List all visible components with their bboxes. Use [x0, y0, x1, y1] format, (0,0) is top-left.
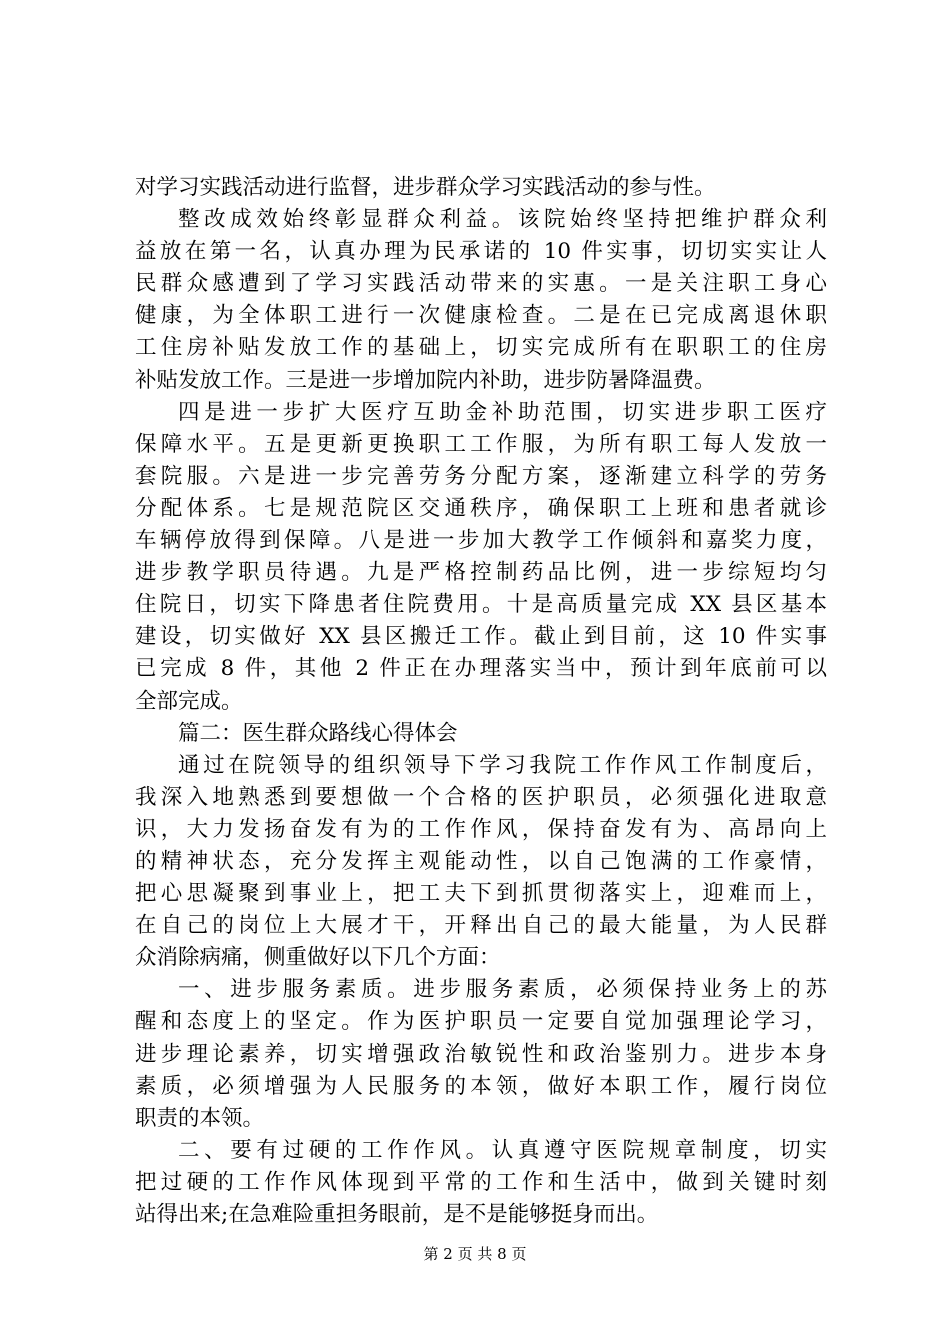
text-line: 进步教学职员待遇。九是严格控制药品比例，进一步综短均匀	[135, 560, 827, 586]
text-line: 通过在院领导的组织领导下学习我院工作作风工作制度后，	[178, 752, 827, 778]
text-line: 职责的本领。	[135, 1105, 265, 1131]
text-line: 的精神状态，充分发挥主观能动性，以自己饱满的工作豪情，	[135, 848, 827, 874]
text-line: 素质，必须增强为人民服务的本领，做好本职工作，履行岗位	[135, 1073, 827, 1099]
text-line: 一、进步服务素质。进步服务素质，必须保持业务上的苏	[178, 977, 827, 1003]
text-line: 在自己的岗位上大展才干，开释出自己的最大能量，为人民群	[135, 913, 827, 939]
text-line: 整改成效始终彰显群众利益。该院始终坚持把维护群众利	[178, 207, 827, 233]
text-line: 醒和态度上的坚定。作为医护职员一定要自觉加强理论学习，	[135, 1009, 827, 1035]
text-line: 站得出来;在急难险重担务眼前，是不是能够挺身而出。	[135, 1202, 659, 1227]
text-line: 二、要有过硬的工作作风。认真遵守医院规章制度，切实	[178, 1137, 827, 1163]
text-line: 分配体系。七是规范院区交通秩序，确保职工上班和患者就诊	[135, 495, 827, 521]
text-line: 建设，切实做好 XX 县区搬迁工作。截止到目前，这 10 件实事	[135, 624, 827, 650]
text-line: 已完成 8 件，其他 2 件正在办理落实当中，预计到年底前可以	[135, 656, 827, 682]
text-line: 众消除病痛，侧重做好以下几个方面：	[135, 945, 501, 971]
text-line: 健康，为全体职工进行一次健康检查。二是在已完成离退休职	[135, 303, 827, 329]
text-line: 四是进一步扩大医疗互助金补助范围，切实进步职工医疗	[178, 399, 827, 425]
text-line: 篇二：医生群众路线心得体会	[178, 720, 458, 746]
text-line: 套院服。六是进一步完善劳务分配方案，逐渐建立科学的劳务	[135, 463, 827, 489]
text-line: 保障水平。五是更新更换职工工作服，为所有职工每人发放一	[135, 431, 827, 457]
page-number-footer: 第 2 页 共 8 页	[423, 1245, 527, 1263]
document-body	[135, 172, 827, 1231]
text-line: 补贴发放工作。三是进一步增加院内补助，进步防暑降温费。	[135, 367, 716, 393]
text-line: 对学习实践活动进行监督，进步群众学习实践活动的参与性。	[135, 175, 716, 200]
text-line: 把心思凝聚到事业上，把工夫下到抓贯彻落实上，迎难而上，	[135, 881, 827, 907]
text-line: 车辆停放得到保障。八是进一步加大教学工作倾斜和嘉奖力度，	[135, 528, 827, 554]
text-line: 把过硬的工作作风体现到平常的工作和生活中，做到关键时刻	[135, 1169, 827, 1195]
text-line: 我深入地熟悉到要想做一个合格的医护职员，必须强化进取意	[135, 784, 827, 810]
text-line: 工住房补贴发放工作的基础上，切实完成所有在职职工的住房	[135, 335, 827, 361]
text-line: 住院日，切实下降患者住院费用。十是高质量完成 XX 县区基本	[135, 592, 827, 618]
text-line: 识，大力发扬奋发有为的工作作风，保持奋发有为、高昂向上	[135, 816, 827, 842]
text-line: 民群众感遭到了学习实践活动带来的实惠。一是关注职工身心	[135, 271, 827, 297]
text-line: 进步理论素养，切实增强政治敏锐性和政治鉴别力。进步本身	[135, 1041, 827, 1067]
text-line: 益放在第一名，认真办理为民承诺的 10 件实事，切切实实让人	[135, 239, 827, 265]
text-line: 全部完成。	[135, 688, 243, 714]
